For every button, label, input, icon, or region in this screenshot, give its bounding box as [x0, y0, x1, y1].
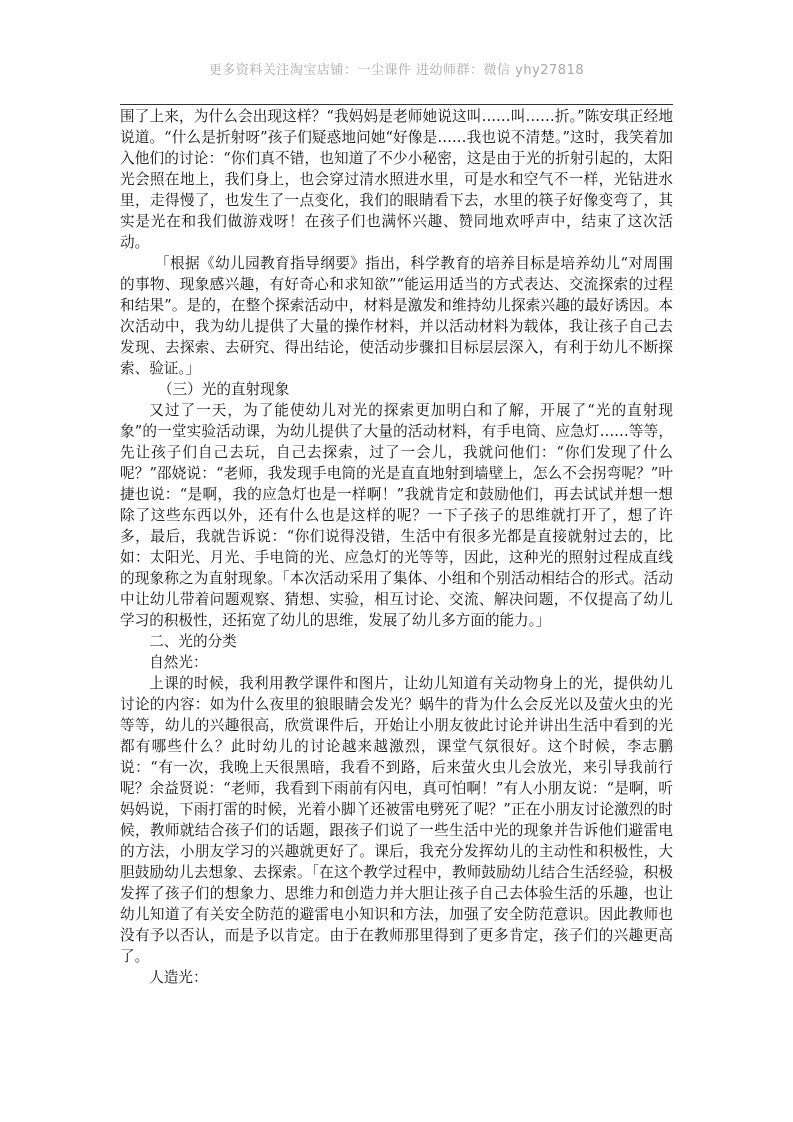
subheading-natural-light: 自然光： [149, 654, 208, 671]
header-watermark: 更多资料关注淘宝店铺：一尘课件 进幼师群：微信 yhy27818 [208, 63, 585, 78]
section-heading-light-types: 二、光的分类 [149, 633, 237, 650]
paragraph-direct-light: 又过了一天，为了能使幼儿对光的探索更加明白和了解，开展了“光的直射现象”的一堂实验活动课，为幼儿提供了大量的活动材料，有手电筒、应急灯……等等，先让孩子们自己去玩，自己去探索，过了一会儿，我就问他们：“你们发现了什么呢？”邵娆说：“老师，我发现手电筒的光是直直地射到墙壁上，怎么不会拐弯呢？”叶捷也说：“是啊，我的应急灯也是一样啊！”我就肯定和鼓励他们，再去试试并想一想除了这些东西以外，还有什么也是这样的呢？一下子孩子的思维就打开了，想了许多，最后，我就告诉说：“你们说得没错，生活中有很多光都是直接就射过去的，比如：太阳光、月光、手电筒的光、应急灯的光等等，因此，这种光的照射过程成直线的现象称之为直射现象。「本次活动采用了集体、小组和个别活动相结合的形式。活动中让幼儿带着问题观察、猜想、实验，相互讨论、交流、解决问题，不仅提高了幼儿学习的积极性，还拓宽了幼儿的思维，发展了幼儿多方面的能力。」 [120, 402, 673, 629]
header-rule [120, 104, 673, 105]
paragraph-guideline-commentary: 「根据《幼儿园教育指导纲要》指出，科学教育的培养目标是培养幼儿“对周围的事物、现象感兴趣，有好奇心和求知欲”“能运用适当的方式表达、交流探索的过程和结果”。是的，在整个探索活动中，材料是激发和维持幼儿探索兴趣的最好诱因。本次活动中，我为幼儿提供了大量的操作材料，并以活动材料为载体，我让孩子自己去发现、去探索、去研究、得出结论，使活动步骤扣目标层层深入，有利于幼儿不断探索、验证。」 [120, 255, 673, 377]
subheading-artificial-light: 人造光： [149, 969, 208, 986]
document-body [120, 106, 673, 988]
section-heading-direct-light: （三）光的直射现象 [157, 381, 290, 398]
paragraph-refraction-end: 围了上来，为什么会出现这样？“我妈妈是老师她说这叫……叫……折。”陈安琪正经地说道。“什么是折射呀”孩子们疑惑地问她“好像是……我也说不清楚。”这时，我笑着加入他们的讨论：“你们真不错，也知道了不少小秘密，这是由于光的折射引起的，太阳光会照在地上，我们身上，也会穿过清水照进水里，可是水和空气不一样，光钻进水里，走得慢了，也发生了一点变化，我们的眼睛看下去，水里的筷子好像变弯了，其实是光在和我们做游戏呀！在孩子们也满怀兴趣、赞同地欢呼声中，结束了这次活动。 [120, 108, 673, 251]
paragraph-natural-light: 上课的时候，我利用教学课件和图片，让幼儿知道有关动物身上的光，提供幼儿讨论的内容：如为什么夜里的狼眼睛会发光？蜗牛的背为什么会反光以及萤火虫的光等等，幼儿的兴趣很高，欣赏课件后，开始让小朋友彼此讨论并讲出生活中看到的光都有哪些什么？此时幼儿的讨论越来越激烈，课堂气氛很好。这个时候，李志鹏说：“有一次，我晚上天很黑暗，我看不到路，后来萤火虫儿会放光，来引导我前行呢？余益贤说：“老师，我看到下雨前有闪电，真可怕啊！”有人小朋友说：“是啊，听妈妈说，下雨打雷的时候，光着小脚丫还被雷电劈死了呢？”正在小朋友讨论激烈的时候，教师就结合孩子们的话题，跟孩子们说了一些生活中光的现象并告诉他们避雷电的方法，小朋友学习的兴趣就更好了。课后，我充分发挥幼儿的主动性和积极性，大胆鼓励幼儿去想象、去探索。「在这个教学过程中，教师鼓励幼儿结合生活经验，积极发挥了孩子们的想象力、思维力和创造力并大胆让孩子自己去体验生活的乐趣，也让幼儿知道了有关安全防范的避雷电小知识和方法，加强了安全防范意识。因此教师也没有予以否认，而是予以肯定。由于在教师那里得到了更多肯定，孩子们的兴趣更高了。 [120, 675, 673, 965]
